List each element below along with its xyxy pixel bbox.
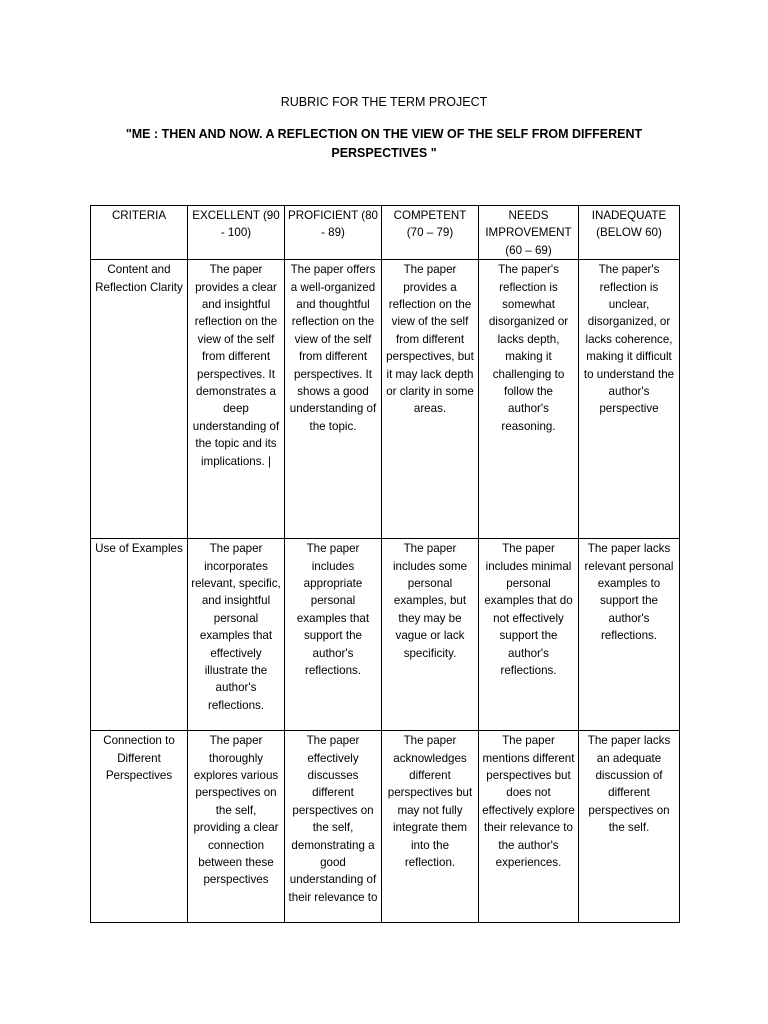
- excellent-cell: The paper provides a clear and insightful reflection on the view of the self from different perspectives. It demonstrates a deep understanding of the topic and its implications. |: [188, 260, 285, 539]
- inadequate-cell: The paper's reflection is unclear, disorganized, or lacks coherence, making it difficult to understand the author's perspective: [579, 260, 680, 539]
- table-row: [91, 539, 680, 731]
- header-criteria: CRITERIA: [91, 206, 188, 260]
- excellent-cell: The paper thoroughly explores various perspectives on the self, providing a clear connection between these perspectives: [188, 731, 285, 923]
- criteria-cell: Content and Reflection Clarity: [91, 260, 188, 539]
- table-row: [91, 260, 680, 539]
- header-proficient: PROFICIENT (80 - 89): [285, 206, 382, 260]
- document-subtitle: "ME : THEN AND NOW. A REFLECTION ON THE VIEW OF THE SELF FROM DIFFERENT PERSPECTIVES ": [125, 127, 643, 160]
- header-competent: COMPETENT (70 – 79): [382, 206, 479, 260]
- needs-improvement-cell: The paper includes minimal personal examples that do not effectively support the author's reflections.: [479, 539, 579, 731]
- needs-improvement-cell: The paper mentions different perspectives but does not effectively explore their relevance to the author's experiences.: [479, 731, 579, 923]
- needs-improvement-cell: The paper's reflection is somewhat disorganized or lacks depth, making it challenging to follow the author's reasoning.: [479, 260, 579, 539]
- excellent-cell: The paper incorporates relevant, specific, and insightful personal examples that effectively illustrate the author's reflections.: [188, 539, 285, 731]
- criteria-cell: Use of Examples: [91, 539, 188, 731]
- proficient-cell: The paper offers a well-organized and thoughtful reflection on the view of the self from different perspectives. It shows a good understanding of the topic.: [285, 260, 382, 539]
- competent-cell: The paper includes some personal examples, but they may be vague or lack specificity.: [382, 539, 479, 731]
- table-row: [91, 731, 680, 923]
- header-excellent: EXCELLENT (90 - 100): [188, 206, 285, 260]
- header-needs-improvement: NEEDS IMPROVEMENT (60 – 69): [479, 206, 579, 260]
- competent-cell: The paper provides a reflection on the view of the self from different perspectives, but it may lack depth or clarity in some areas.: [382, 260, 479, 539]
- inadequate-cell: The paper lacks relevant personal examples to support the author's reflections.: [579, 539, 680, 731]
- header-inadequate: INADEQUATE (BELOW 60): [579, 206, 680, 260]
- proficient-cell: The paper effectively discusses different perspectives on the self, demonstrating a good understanding of their relevance to: [285, 731, 382, 923]
- rubric-table: [90, 205, 680, 923]
- competent-cell: The paper acknowledges different perspectives but may not fully integrate them into the reflection.: [382, 731, 479, 923]
- table-header-row: [91, 206, 680, 260]
- inadequate-cell: The paper lacks an adequate discussion of different perspectives on the self.: [579, 731, 680, 923]
- document-title: RUBRIC FOR THE TERM PROJECT: [280, 95, 488, 109]
- proficient-cell: The paper includes appropriate personal examples that support the author's reflections.: [285, 539, 382, 731]
- criteria-cell: Connection to Different Perspectives: [91, 731, 188, 923]
